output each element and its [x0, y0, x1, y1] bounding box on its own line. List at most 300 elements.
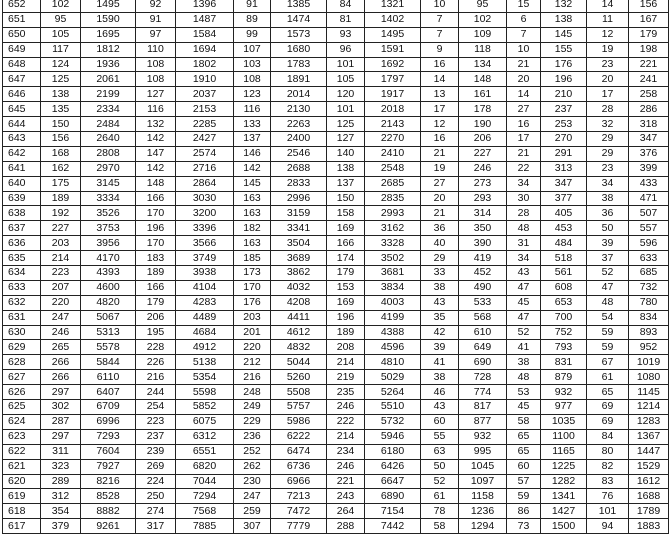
- value-cell: 3689: [271, 251, 327, 266]
- value-cell: 234: [327, 444, 365, 459]
- value-cell: 19: [587, 42, 629, 57]
- value-cell: 195: [136, 325, 176, 340]
- value-cell: 65: [507, 429, 541, 444]
- value-cell: 262: [234, 459, 271, 474]
- value-cell: 95: [41, 12, 81, 27]
- value-cell: 317: [136, 519, 176, 534]
- value-cell: 877: [459, 414, 507, 429]
- value-cell: 5264: [365, 385, 421, 400]
- value-cell: 2153: [176, 102, 234, 117]
- value-cell: 16: [421, 57, 459, 72]
- value-cell: 5067: [81, 310, 136, 325]
- value-cell: 14: [507, 87, 541, 102]
- value-cell: 4208: [271, 295, 327, 310]
- value-cell: 137: [327, 176, 365, 191]
- value-cell: 101: [327, 102, 365, 117]
- value-cell: 47: [587, 280, 629, 295]
- value-cell: 568: [459, 310, 507, 325]
- value-cell: 3334: [81, 191, 136, 206]
- score-cell: 648: [3, 57, 41, 72]
- value-cell: 4032: [271, 280, 327, 295]
- value-cell: 1695: [81, 27, 136, 42]
- value-cell: 557: [629, 221, 669, 236]
- value-cell: 224: [136, 474, 176, 489]
- value-cell: 50: [587, 221, 629, 236]
- value-cell: 1812: [81, 42, 136, 57]
- value-cell: 4600: [81, 280, 136, 295]
- value-cell: 6474: [271, 444, 327, 459]
- value-cell: 248: [234, 385, 271, 400]
- value-cell: 101: [587, 504, 629, 519]
- value-cell: 2263: [271, 117, 327, 132]
- value-cell: 7: [421, 12, 459, 27]
- value-cell: 1165: [541, 444, 587, 459]
- value-cell: 5508: [271, 385, 327, 400]
- value-cell: 91: [234, 0, 271, 12]
- value-cell: 1341: [541, 489, 587, 504]
- value-cell: 649: [459, 340, 507, 355]
- value-cell: 246: [459, 161, 507, 176]
- value-cell: 2143: [365, 117, 421, 132]
- score-cell: 644: [3, 117, 41, 132]
- value-cell: 69: [587, 400, 629, 415]
- value-cell: 41: [421, 355, 459, 370]
- value-cell: 6736: [271, 459, 327, 474]
- value-cell: 58: [421, 519, 459, 534]
- value-cell: 220: [234, 340, 271, 355]
- value-cell: 102: [459, 12, 507, 27]
- value-cell: 4411: [271, 310, 327, 325]
- value-cell: 5578: [81, 340, 136, 355]
- score-cell: 630: [3, 325, 41, 340]
- value-cell: 16: [507, 117, 541, 132]
- value-cell: 323: [41, 459, 81, 474]
- value-cell: 148: [459, 72, 507, 87]
- table-row: [3, 489, 669, 504]
- value-cell: 78: [421, 504, 459, 519]
- value-cell: 108: [136, 72, 176, 87]
- value-cell: 1936: [81, 57, 136, 72]
- value-cell: 7294: [176, 489, 234, 504]
- value-cell: 61: [421, 489, 459, 504]
- score-cell: 618: [3, 504, 41, 519]
- value-cell: 125: [41, 72, 81, 87]
- table-row: [3, 176, 669, 191]
- value-cell: 84: [587, 429, 629, 444]
- value-cell: 2270: [365, 132, 421, 147]
- value-cell: 297: [41, 385, 81, 400]
- value-cell: 347: [541, 176, 587, 191]
- value-cell: 3502: [365, 251, 421, 266]
- value-cell: 2400: [271, 132, 327, 147]
- value-cell: 17: [587, 87, 629, 102]
- value-cell: 4283: [176, 295, 234, 310]
- value-cell: 69: [587, 414, 629, 429]
- value-cell: 166: [136, 280, 176, 295]
- value-cell: 1797: [365, 72, 421, 87]
- table-row: [3, 191, 669, 206]
- value-cell: 1214: [629, 400, 669, 415]
- table-row: [3, 72, 669, 87]
- value-cell: 10: [421, 0, 459, 12]
- table-row: [3, 0, 669, 12]
- value-cell: 229: [234, 414, 271, 429]
- value-cell: 2018: [365, 102, 421, 117]
- value-cell: 995: [459, 444, 507, 459]
- value-cell: 163: [234, 191, 271, 206]
- value-cell: 162: [41, 161, 81, 176]
- score-cell: 640: [3, 176, 41, 191]
- value-cell: 1883: [629, 519, 669, 534]
- value-cell: 132: [541, 0, 587, 12]
- value-cell: 9: [421, 42, 459, 57]
- score-cell: 637: [3, 221, 41, 236]
- value-cell: 237: [136, 429, 176, 444]
- value-cell: 59: [507, 489, 541, 504]
- value-cell: 175: [41, 176, 81, 191]
- value-cell: 19: [421, 161, 459, 176]
- value-cell: 135: [41, 102, 81, 117]
- table-row: [3, 325, 669, 340]
- value-cell: 118: [459, 42, 507, 57]
- table-row: [3, 102, 669, 117]
- value-cell: 1145: [629, 385, 669, 400]
- value-cell: 1282: [541, 474, 587, 489]
- table-row: [3, 280, 669, 295]
- score-cell: 641: [3, 161, 41, 176]
- value-cell: 1529: [629, 459, 669, 474]
- value-cell: 4388: [365, 325, 421, 340]
- value-cell: 376: [629, 146, 669, 161]
- value-cell: 59: [587, 325, 629, 340]
- score-cell: 624: [3, 414, 41, 429]
- value-cell: 13: [421, 87, 459, 102]
- value-cell: 36: [421, 221, 459, 236]
- value-cell: 179: [327, 266, 365, 281]
- value-cell: 95: [459, 0, 507, 12]
- value-cell: 265: [41, 340, 81, 355]
- value-cell: 1283: [629, 414, 669, 429]
- value-cell: 347: [629, 132, 669, 147]
- value-cell: 23: [587, 57, 629, 72]
- value-cell: 99: [234, 27, 271, 42]
- value-cell: 2574: [176, 146, 234, 161]
- value-cell: 1158: [459, 489, 507, 504]
- value-cell: 5029: [365, 370, 421, 385]
- value-cell: 452: [459, 266, 507, 281]
- value-cell: 1402: [365, 12, 421, 27]
- value-cell: 893: [629, 325, 669, 340]
- value-cell: 110: [136, 42, 176, 57]
- value-cell: 834: [629, 310, 669, 325]
- value-cell: 203: [234, 310, 271, 325]
- value-cell: 1225: [541, 459, 587, 474]
- value-cell: 2835: [365, 191, 421, 206]
- value-cell: 45: [507, 400, 541, 415]
- value-cell: 45: [507, 295, 541, 310]
- value-cell: 174: [327, 251, 365, 266]
- value-cell: 163: [234, 236, 271, 251]
- value-cell: 3341: [271, 221, 327, 236]
- value-cell: 6222: [271, 429, 327, 444]
- value-cell: 2427: [176, 132, 234, 147]
- value-cell: 38: [507, 355, 541, 370]
- value-cell: 63: [421, 444, 459, 459]
- value-cell: 419: [459, 251, 507, 266]
- value-cell: 311: [41, 444, 81, 459]
- value-cell: 6647: [365, 474, 421, 489]
- value-cell: 4832: [271, 340, 327, 355]
- table-row: [3, 221, 669, 236]
- value-cell: 1891: [271, 72, 327, 87]
- value-cell: 700: [541, 310, 587, 325]
- value-cell: 83: [587, 474, 629, 489]
- value-cell: 518: [541, 251, 587, 266]
- value-cell: 2061: [81, 72, 136, 87]
- value-cell: 146: [234, 146, 271, 161]
- value-cell: 212: [234, 355, 271, 370]
- value-cell: 155: [541, 42, 587, 57]
- value-cell: 354: [41, 504, 81, 519]
- value-cell: 190: [459, 117, 507, 132]
- value-cell: 161: [459, 87, 507, 102]
- value-cell: 1487: [176, 12, 234, 27]
- value-cell: 253: [541, 117, 587, 132]
- score-cell: 633: [3, 280, 41, 295]
- value-cell: 831: [541, 355, 587, 370]
- value-cell: 142: [234, 161, 271, 176]
- value-cell: 138: [41, 87, 81, 102]
- value-cell: 2484: [81, 117, 136, 132]
- value-cell: 302: [41, 400, 81, 415]
- value-cell: 196: [541, 72, 587, 87]
- value-cell: 80: [587, 444, 629, 459]
- value-cell: 7: [421, 27, 459, 42]
- value-cell: 7213: [271, 489, 327, 504]
- table-row: [3, 251, 669, 266]
- table-row: [3, 355, 669, 370]
- value-cell: 312: [41, 489, 81, 504]
- value-cell: 7885: [176, 519, 234, 534]
- value-cell: 4912: [176, 340, 234, 355]
- score-cell: 619: [3, 489, 41, 504]
- value-cell: 16: [421, 132, 459, 147]
- value-cell: 1236: [459, 504, 507, 519]
- value-cell: 2334: [81, 102, 136, 117]
- value-cell: 168: [41, 146, 81, 161]
- value-cell: 2864: [176, 176, 234, 191]
- value-cell: 1500: [541, 519, 587, 534]
- value-cell: 1294: [459, 519, 507, 534]
- value-cell: 158: [327, 206, 365, 221]
- table-row: [3, 474, 669, 489]
- value-cell: 137: [234, 132, 271, 147]
- value-cell: 3200: [176, 206, 234, 221]
- value-cell: 43: [507, 266, 541, 281]
- value-cell: 633: [629, 251, 669, 266]
- value-cell: 241: [629, 72, 669, 87]
- value-cell: 5986: [271, 414, 327, 429]
- score-cell: 631: [3, 310, 41, 325]
- value-cell: 189: [136, 266, 176, 281]
- value-cell: 208: [327, 340, 365, 355]
- value-cell: 109: [459, 27, 507, 42]
- value-cell: 1680: [271, 42, 327, 57]
- value-cell: 1688: [629, 489, 669, 504]
- value-cell: 21: [507, 57, 541, 72]
- value-cell: 22: [507, 161, 541, 176]
- value-cell: 76: [587, 489, 629, 504]
- value-cell: 1495: [365, 27, 421, 42]
- value-cell: 29: [587, 146, 629, 161]
- score-cell: 626: [3, 385, 41, 400]
- value-cell: 179: [136, 295, 176, 310]
- value-cell: 1584: [176, 27, 234, 42]
- value-cell: 101: [327, 57, 365, 72]
- value-cell: 10: [507, 42, 541, 57]
- table-row: [3, 206, 669, 221]
- value-cell: 220: [41, 295, 81, 310]
- score-cell: 625: [3, 400, 41, 415]
- table-row: [3, 385, 669, 400]
- value-cell: 653: [541, 295, 587, 310]
- value-cell: 30: [507, 191, 541, 206]
- value-cell: 977: [541, 400, 587, 415]
- table-row: [3, 236, 669, 251]
- value-cell: 5757: [271, 400, 327, 415]
- value-cell: 20: [507, 72, 541, 87]
- value-cell: 288: [327, 519, 365, 534]
- value-cell: 206: [136, 310, 176, 325]
- value-cell: 7604: [81, 444, 136, 459]
- value-cell: 203: [41, 236, 81, 251]
- value-cell: 266: [41, 355, 81, 370]
- value-cell: 58: [507, 414, 541, 429]
- value-cell: 54: [587, 310, 629, 325]
- value-cell: 81: [327, 12, 365, 27]
- value-cell: 2688: [271, 161, 327, 176]
- table-row: [3, 161, 669, 176]
- value-cell: 4489: [176, 310, 234, 325]
- value-cell: 176: [234, 295, 271, 310]
- value-cell: 140: [327, 146, 365, 161]
- table-row: [3, 266, 669, 281]
- value-cell: 57: [507, 474, 541, 489]
- value-cell: 150: [41, 117, 81, 132]
- value-cell: 214: [327, 429, 365, 444]
- value-cell: 728: [459, 370, 507, 385]
- value-cell: 3396: [176, 221, 234, 236]
- value-cell: 4612: [271, 325, 327, 340]
- value-cell: 1917: [365, 87, 421, 102]
- value-cell: 2199: [81, 87, 136, 102]
- value-cell: 239: [136, 444, 176, 459]
- value-cell: 48: [587, 295, 629, 310]
- value-cell: 94: [587, 519, 629, 534]
- value-cell: 7154: [365, 504, 421, 519]
- value-cell: 314: [459, 206, 507, 221]
- value-cell: 4170: [81, 251, 136, 266]
- value-cell: 107: [234, 42, 271, 57]
- value-cell: 169: [327, 295, 365, 310]
- score-cell: 620: [3, 474, 41, 489]
- value-cell: 43: [421, 400, 459, 415]
- value-cell: 287: [41, 414, 81, 429]
- table-row: [3, 146, 669, 161]
- value-cell: 50: [421, 459, 459, 474]
- value-cell: 318: [629, 117, 669, 132]
- value-cell: 774: [459, 385, 507, 400]
- value-cell: 2833: [271, 176, 327, 191]
- value-cell: 91: [136, 12, 176, 27]
- value-cell: 3145: [81, 176, 136, 191]
- value-cell: 732: [629, 280, 669, 295]
- value-cell: 2410: [365, 146, 421, 161]
- value-cell: 1100: [541, 429, 587, 444]
- value-cell: 48: [507, 221, 541, 236]
- value-cell: 61: [587, 370, 629, 385]
- value-cell: 145: [234, 176, 271, 191]
- value-cell: 29: [421, 251, 459, 266]
- value-cell: 23: [587, 161, 629, 176]
- value-cell: 1385: [271, 0, 327, 12]
- value-cell: 274: [136, 504, 176, 519]
- value-cell: 5510: [365, 400, 421, 415]
- value-cell: 5844: [81, 355, 136, 370]
- value-cell: 230: [234, 474, 271, 489]
- value-cell: 178: [459, 102, 507, 117]
- value-cell: 269: [136, 459, 176, 474]
- value-cell: 17: [421, 102, 459, 117]
- value-cell: 7442: [365, 519, 421, 534]
- value-cell: 216: [136, 370, 176, 385]
- value-cell: 86: [507, 504, 541, 519]
- value-cell: 377: [541, 191, 587, 206]
- table-row: [3, 87, 669, 102]
- value-cell: 53: [507, 385, 541, 400]
- value-cell: 52: [421, 474, 459, 489]
- value-cell: 433: [629, 176, 669, 191]
- value-cell: 138: [541, 12, 587, 27]
- value-cell: 6996: [81, 414, 136, 429]
- value-cell: 596: [629, 236, 669, 251]
- value-cell: 153: [327, 280, 365, 295]
- value-cell: 93: [327, 27, 365, 42]
- value-cell: 484: [541, 236, 587, 251]
- value-cell: 92: [136, 0, 176, 12]
- table-row: [3, 414, 669, 429]
- value-cell: 47: [507, 310, 541, 325]
- value-cell: 4810: [365, 355, 421, 370]
- value-cell: 247: [41, 310, 81, 325]
- value-cell: 27: [421, 176, 459, 191]
- value-cell: 201: [234, 325, 271, 340]
- score-cell: 628: [3, 355, 41, 370]
- value-cell: 48: [507, 370, 541, 385]
- value-cell: 156: [41, 132, 81, 147]
- value-cell: 4393: [81, 266, 136, 281]
- value-cell: 170: [136, 236, 176, 251]
- value-cell: 5598: [176, 385, 234, 400]
- value-cell: 6709: [81, 400, 136, 415]
- value-cell: 148: [136, 176, 176, 191]
- score-cell: 638: [3, 206, 41, 221]
- value-cell: 31: [507, 236, 541, 251]
- value-cell: 1321: [365, 0, 421, 12]
- value-cell: 6: [507, 12, 541, 27]
- value-cell: 252: [234, 444, 271, 459]
- value-cell: 20: [421, 191, 459, 206]
